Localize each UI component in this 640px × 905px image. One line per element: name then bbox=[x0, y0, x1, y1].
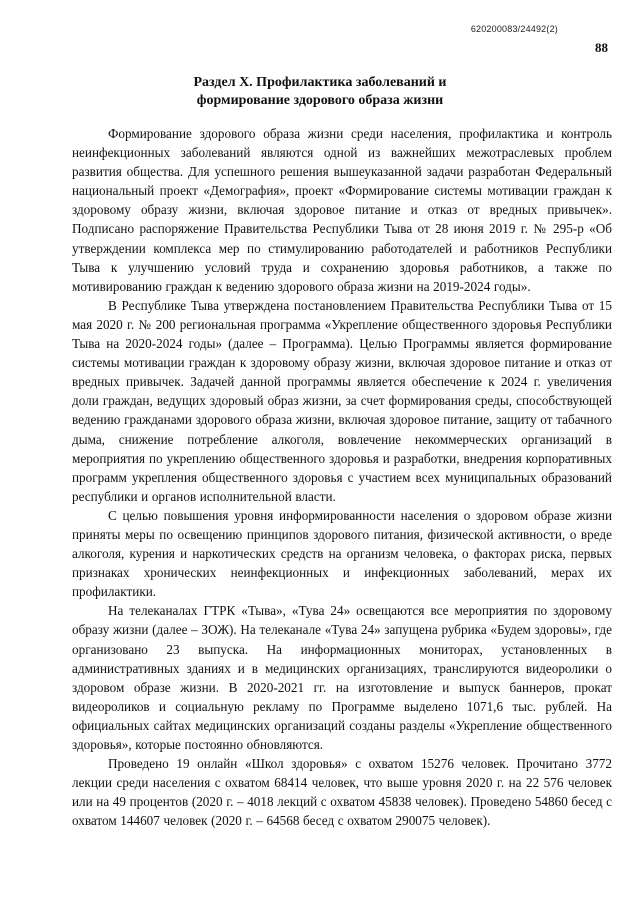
paragraph: Формирование здорового образа жизни среди населения, профилактика и контроль неинфекционных заболеваний являются одной из важнейших межотраслевых проблем развития общества. Для успешного решения вышеуказанной задачи разработан Федеральный национальный проект «Демография», проект «Формирование системы мотивации граждан к здоровому образу жизни, включая здоровое питание и отказ от вредных привычек». Подписано распоряжение Правительства Республики Тыва от 28 июня 2019 г. № 295-р «Об утверждении комплекса мер по стимулированию работодателей и работников Республики Тыва к улучшению условий труда и сохранению здоровья работников, а также по мотивированию граждан к ведению здорового образа жизни на 2019-2024 годы». bbox=[72, 126, 612, 294]
section-title-line-1: Раздел X. Профилактика заболеваний и bbox=[193, 75, 447, 90]
paragraph: Проведено 19 онлайн «Школ здоровья» с охватом 15276 человек. Прочитано 3772 лекции среди населения с охватом 68414 человек, что выше уровня 2020 г. на 22 576 человек или на 49 процентов (2020 г. – 4018 лекций с охватом 45838 человек). Проведено 54860 бесед с охватом 144607 человек (2020 г. – 64568 бесед с охватом 290075 человек). bbox=[72, 756, 612, 829]
paragraph: На телеканалах ГТРК «Тыва», «Тува 24» освещаются все мероприятия по здоровому образу жизни (далее – ЗОЖ). На телеканале «Тува 24» запущена рубрика «Будем здоровы», где организовано 23 выпуска. На информационных мониторах, установленных в административных зданиях и в медицинских организациях, транслируются видеоролики о здоровом образе жизни. В 2020-2021 гг. на изготовление и выпуск баннеров, прокат видеороликов и социальную рекламу по Программе выделено 1071,6 тыс. рублей. На официальных сайтах медицинских организаций созданы разделы «Укрепление общественного здоровья», которые постоянно обновляются. bbox=[72, 603, 612, 752]
paragraph: С целью повышения уровня информированности населения о здоровом образе жизни приняты меры по освещению принципов здорового питания, физической активности, о вреде алкоголя, курения и наркотических средств на организм человека, о факторах риска, первых признаках хронических неинфекционных и инфекционных заболеваний, мерах их профилактики. bbox=[72, 507, 612, 600]
body-text bbox=[72, 124, 612, 830]
document-id: 620200083/24492(2) bbox=[470, 24, 558, 34]
section-title bbox=[0, 74, 640, 110]
page-number: 88 bbox=[595, 40, 608, 55]
paragraph: В Республике Тыва утверждена постановлением Правительства Республики Тыва от 15 мая 2020 г. № 200 региональная программа «Укрепление общественного здоровья Республики Тыва на 2020-2024 годы» (далее – Программа). Целью Программы является формирование системы мотивации граждан к здоровому образу жизни, включая здоровое питание и отказ от вредных привычек. Задачей данной программы является обеспечение к 2024 г. увеличения доли граждан, ведущих здоровый образ жизни, за счет формирования среды, способствующей ведению гражданами здорового образа жизни, включая здоровое питание, защиту от табачного дыма, снижение потребление алкоголя, вовлечение некоммерческих организаций в мероприятия по укреплению общественного здоровья и разработки, внедрения корпоративных программ укрепления общественного здоровья с участием всех муниципальных образований республики и органов исполнительной власти. bbox=[72, 297, 612, 504]
section-title-line-2: формирование здорового образа жизни bbox=[196, 93, 444, 108]
